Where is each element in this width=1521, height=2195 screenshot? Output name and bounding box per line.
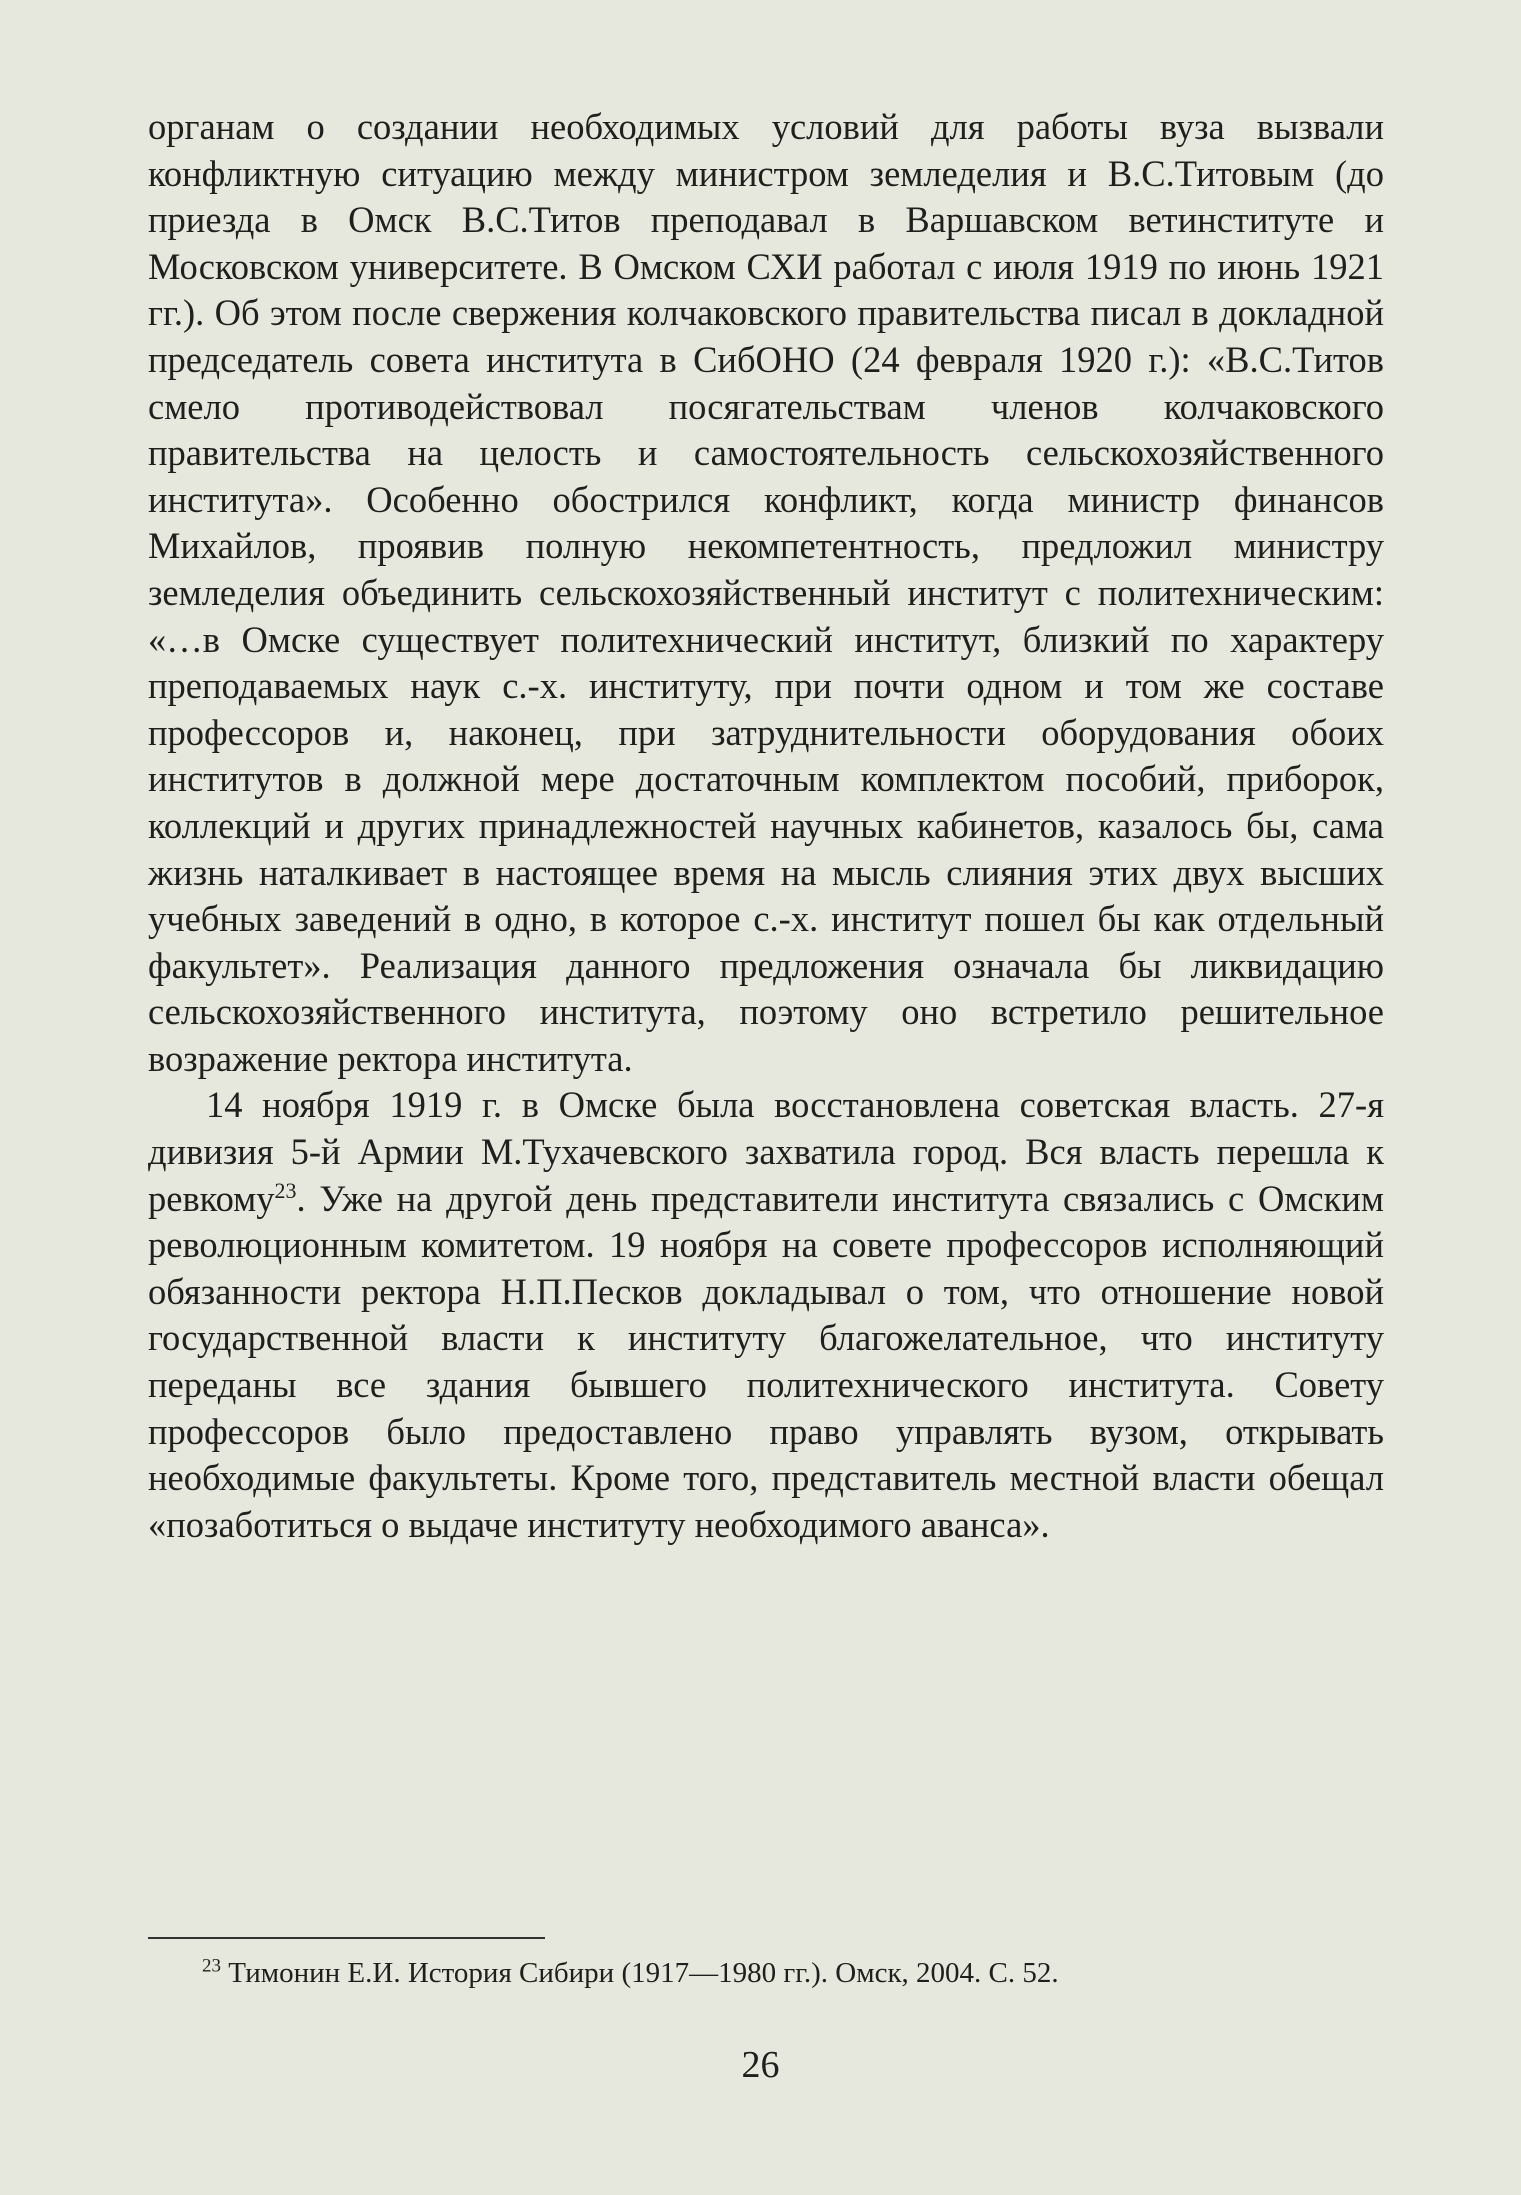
footnote-text: Тимонин Е.И. История Сибири (1917—1980 гг.). Омск, 2004. С. 52. — [221, 1957, 1059, 1989]
paragraph-soviet-power — [148, 1082, 1384, 1548]
paragraph-text-part-1: 14 ноября 1919 г. в Омске была восстановлена советская власть. 27-я дивизия 5-й Армии М.Тухачевского захватила город. Вся власть перешла к ревкому — [148, 1084, 1384, 1219]
footnote-number: 23 — [202, 1955, 221, 1977]
paragraph-continued: органам о создании необходимых условий для работы вуза вызвали конфликтную ситуацию между министром земледелия и В.С.Титовым (до приезда в Омск В.С.Титов преподавал в Варшавском ветинституте и Московском университете. В Омском СХИ работал с июля 1919 по июнь 1921 гг.). Об этом после свержения колчаковского правительства писал в докладной председатель совета института в СибОНО (24 февраля 1920 г.): «В.С.Титов смело противодействовал посягательствам членов колчаковского правительства на целость и самостоятельность сельскохозяйственного института». Особенно обострился конфликт, когда министр финансов Михайлов, проявив полную некомпетентность, предложил министру земледелия объединить сельскохозяйственный институт с политехническим: «…в Омске существует политехнический институт, близкий по характеру преподаваемых наук с.-х. институту, при почти одном и том же составе профессоров и, наконец, при затруднительности оборудования обоих институтов в должной мере достаточным комплектом пособий, приборок, коллекций и других принадлежностей научных кабинетов, казалось бы, сама жизнь наталкивает в настоящее время на мысль слияния этих двух высших учебных заведений в одно, в которое с.-х. институт пошел бы как отдельный факультет». Реализация данного предложения означала бы ликвидацию сельскохозяйственного института, поэтому оно встретило решительное возражение ректора института. — [148, 106, 1384, 1079]
footnote-separator — [148, 1937, 545, 1939]
main-text — [148, 104, 1384, 1548]
page-number: 26 — [741, 2044, 780, 2086]
footnote-reference[interactable]: 23 — [274, 1177, 297, 1203]
footnote — [202, 1954, 1382, 1992]
paragraph-text-part-2: . Уже на другой день представители института связались с Омским революционным комитетом. 19 ноября на совете профессоров исполняющий обязанности ректора Н.П.Песков докладывал о том, что отношение новой государственной власти к институту благожелательное, что институту переданы все здания бывшего политехнического института. Совету профессоров было предоставлено право управлять вузом, открывать необходимые факультеты. Кроме того, представитель местной власти обещал «позаботиться о выдаче институту необходимого аванса». — [148, 1177, 1384, 1545]
